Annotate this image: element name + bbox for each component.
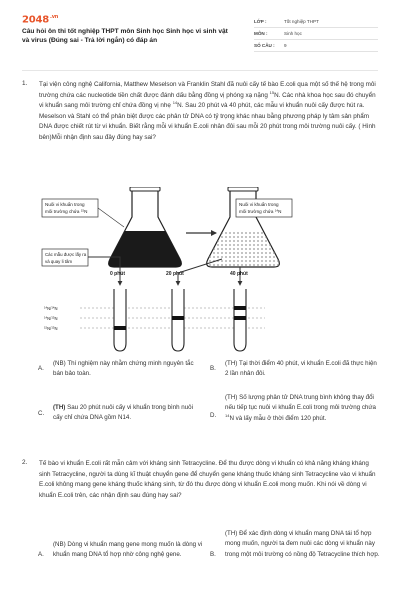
q2-option-b[interactable]	[210, 529, 380, 591]
option-text: (TH) Số lượng phân tử DNA trung bình không thay đổi nếu tiếp tục nuôi vi khuẩn E.coli trong môi trường chứa $^{14}$N và lấy mẫu ở thời điểm 120 phút.	[225, 394, 376, 422]
q1-option-c[interactable]	[38, 403, 218, 427]
question-number: 1.	[22, 80, 28, 87]
meta-value: Sinh học	[284, 31, 302, 36]
question-text: Tại viện công nghệ California, Matthew Meselson và Franklin Stahl đã nuôi cấy tế bào E.coli qua một số thế hệ trong môi trường chứa các nucleotide tiền chất được đánh dấu bằng đồng vị phóng xạ nặng $^{15}$N. Các nhà khoa học sau đó chuyển vi khuẩn sang môi trường chỉ chứa đồng vị nhẹ $^{14}$N. Sau 20 phút và 40 phút, các mẫu vi khuẩn nuôi cấy được hút ra. Meselson và Stahl có thể phân biệt được các phân tử DNA có tỷ trọng khác nhau bằng phương pháp ly tâm sản phẩm DNA được chiết rút từ vi khuẩn. Biết rằng mỗi vi khuẩn E.coli nhân đôi sau mỗi 20 phút trong môi trường nuôi cấy. ( Hình bên)Mỗi nhận định sau đây đúng hay sai?	[39, 81, 376, 141]
option-letter: C.	[38, 410, 45, 417]
tube-40min	[234, 289, 246, 351]
meta-table	[254, 16, 378, 52]
meta-key: SỐ CÂU :	[254, 43, 275, 48]
band-label-light: $^{14}$N/$^{14}$N	[44, 305, 58, 311]
meta-key: MÔN :	[254, 31, 268, 36]
time-label-20: 20 phút	[166, 271, 184, 277]
site-logo[interactable]	[22, 14, 58, 25]
question-1	[22, 80, 378, 190]
label-15n-line1: Nuôi vi khuẩn trong	[45, 202, 85, 207]
meta-value: Tốt nghiệp THPT	[284, 19, 319, 24]
label-14n-line2: môi trường chứa $^{14}$N	[239, 208, 282, 214]
question-number: 2.	[22, 459, 28, 466]
question-2	[22, 459, 378, 519]
meta-row-subject	[254, 28, 378, 40]
time-label-40: 40 phút	[230, 271, 248, 277]
q1-option-a[interactable]	[38, 359, 218, 383]
band-hybrid	[234, 316, 246, 320]
band-label-hybrid: $^{14}$N/$^{15}$N	[44, 315, 58, 321]
band-heavy	[114, 326, 126, 330]
option-text: (TH) Để xác định dòng vi khuẩn mang DNA tái tổ hợp mong muốn, người ta đem nuôi các dòng vi khuẩn này trong một môi trường có nồng độ Tetracycline thích hợp.	[225, 530, 380, 558]
tube-0min	[114, 289, 126, 351]
page-header	[22, 14, 378, 64]
band-hybrid	[172, 316, 184, 320]
header-divider	[22, 70, 378, 71]
tube-20min	[172, 289, 184, 351]
label-sample-box	[42, 249, 88, 266]
option-letter: D.	[210, 412, 217, 419]
option-letter: A.	[38, 551, 44, 558]
meta-row-class	[254, 16, 378, 28]
label-14n-line1: Nuôi vi khuẩn trong	[239, 202, 279, 207]
option-text: (TH) Sau 20 phút nuôi cấy vi khuẩn trong bình nuôi cấy chỉ chứa DNA gồm N14.	[53, 404, 193, 422]
meta-key: LỚP :	[254, 19, 267, 24]
q2-option-a[interactable]	[38, 540, 218, 576]
label-15n-box	[42, 199, 124, 227]
label-15n-line2: môi trường chứa $^{15}$N	[45, 208, 88, 214]
logo-tld: .vn	[50, 14, 59, 20]
logo-text: 2048	[22, 14, 50, 26]
option-letter: B.	[210, 365, 216, 372]
meselson-stahl-figure	[40, 187, 295, 354]
option-text: (TH) Tại thời điểm 40 phút, vi khuẩn E.coli đã thực hiện 2 lần nhân đôi.	[225, 360, 377, 378]
flask-15n	[109, 187, 182, 267]
band-label-heavy: $^{15}$N/$^{15}$N	[44, 325, 58, 331]
option-letter: B.	[210, 551, 216, 558]
q1-option-b[interactable]	[210, 359, 380, 383]
q1-option-d[interactable]	[210, 393, 380, 441]
option-text: (NB) Thí nghiệm này nhằm chứng minh nguyên tắc bán bảo toàn.	[53, 360, 194, 378]
label-14n-box	[236, 199, 292, 217]
meta-row-count	[254, 40, 378, 52]
page-title: Câu hỏi ôn thi tốt nghiệp THPT môn Sinh học Sinh học vi sinh vật và virus (Đúng sai - Trả lời ngắn) có đáp án	[22, 28, 228, 44]
sample-label-line2: và quay li tâm	[45, 259, 73, 264]
option-letter: A.	[38, 365, 44, 372]
figure-svg	[40, 187, 295, 354]
option-text: (NB) Dòng vi khuẩn mang gene mong muốn là dòng vi khuẩn mang DNA tổ hợp nhờ công nghệ gene.	[53, 541, 203, 559]
band-light	[234, 306, 246, 310]
question-text: Tế bào vi khuẩn E.coli rất mẫn cảm với kháng sinh Tetracycline. Để thu được dòng vi khuẩn có khả năng kháng kháng sinh Tetracycline, người ta dùng kĩ thuật chuyển gene để chuyển gene kháng thuốc kháng sinh Tetracycline vào vi khuẩn E.coli không mang gene kháng thuốc kháng sinh, từ đó thu được dòng vi khuẩn E.coli mong muốn. Khi nói về dòng vi khuẩn E.coli trên, các nhận định sau đúng hay sai?	[39, 460, 376, 499]
meta-value: 9	[284, 43, 287, 48]
sample-label-line1: Các mẫu được lấy ra	[45, 252, 87, 257]
time-label-0: 0 phút	[110, 271, 125, 277]
